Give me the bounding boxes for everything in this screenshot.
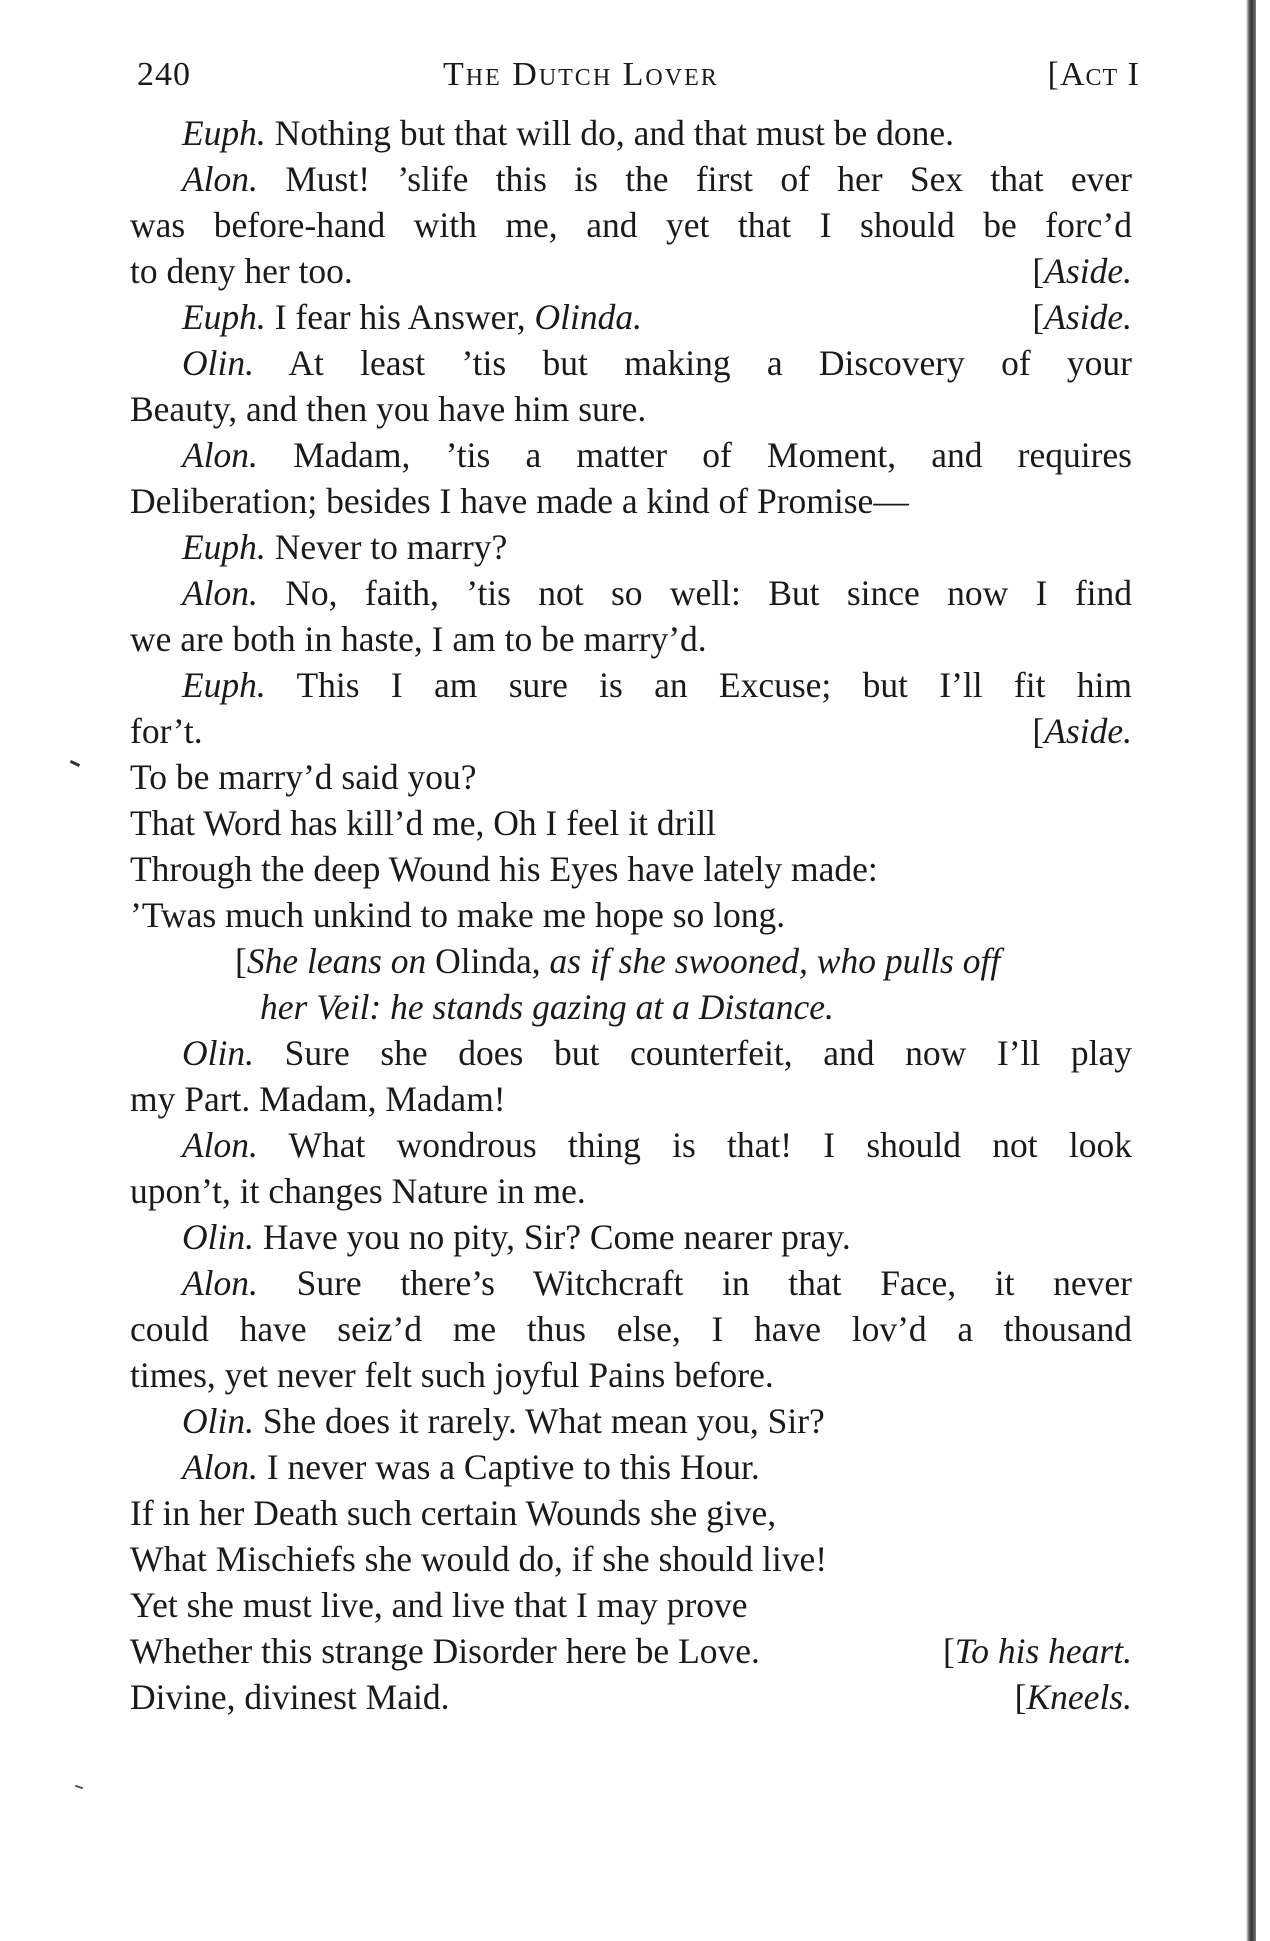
speech-text: Have you no pity, Sir? Come nearer pray. [262, 1217, 851, 1257]
verse-line: Whether this strange Disorder here be Love. [To his heart. [130, 1628, 1132, 1674]
speech-line [130, 708, 1132, 754]
speech-line [130, 248, 1132, 294]
speech-line [130, 478, 1132, 524]
speech-line [130, 1030, 1132, 1076]
speech-text: Beauty, and then you have him sure. [130, 389, 647, 429]
speech-text: This I am sure is an Excuse; but I’ll fit him [296, 665, 1132, 705]
verse-line: To be marry’d said you? [130, 757, 477, 797]
speech-line [130, 386, 1132, 432]
margin-mark [70, 760, 80, 767]
speech-text: Nothing but that will do, and that must be done. [274, 113, 955, 153]
speech-line [130, 1352, 1132, 1398]
speech-text: Must! ’slife this is the first of her Sex that ever [285, 159, 1132, 199]
speech-line [130, 202, 1132, 248]
act-marker: [Act I [1047, 56, 1140, 93]
speech-line [130, 616, 1132, 662]
speech-line [130, 1444, 1132, 1490]
speaker-name: Alon. [182, 1125, 258, 1165]
speech-line [130, 156, 1132, 202]
speech-line [130, 1076, 1132, 1122]
speech-line [130, 1306, 1132, 1352]
name-reference: Olinda. [534, 297, 643, 337]
speech-line [130, 110, 1132, 156]
speech-text: for’t. [130, 711, 203, 751]
stage-direction: [Aside. [1032, 251, 1132, 291]
speech-text: I never was a Captive to this Hour. [266, 1447, 760, 1487]
speaker-name: Euph. [182, 527, 266, 567]
speech-text: Never to marry? [274, 527, 508, 567]
speaker-name: Alon. [182, 159, 258, 199]
page-number: 240 [137, 56, 191, 93]
speech-line [130, 524, 1132, 570]
speech-line [130, 570, 1132, 616]
verse-line: That Word has kill’d me, Oh I feel it drill [130, 803, 717, 843]
running-title: The Dutch Lover [443, 56, 719, 93]
speech-line [130, 1214, 1132, 1260]
speech-line [130, 1398, 1132, 1444]
speaker-name: Olin. [182, 1217, 254, 1257]
speech-line [130, 1260, 1132, 1306]
speech-text: At least ’tis but making a Discovery of your [288, 343, 1132, 383]
speech-text: was before-hand with me, and yet that I should be forc’d [130, 205, 1132, 245]
speaker-name: Euph. [182, 665, 266, 705]
speaker-name: Olin. [182, 343, 254, 383]
stage-direction: [Aside. [1032, 297, 1132, 337]
speaker-name: Alon. [182, 435, 258, 475]
speech-text: I fear his Answer, [274, 297, 526, 337]
stage-direction: [Aside. [1032, 711, 1132, 751]
speaker-name: Euph. [182, 113, 266, 153]
speech-text: we are both in haste, I am to be marry’d. [130, 619, 707, 659]
speech-line [130, 340, 1132, 386]
speech-text: could have seiz’d me thus else, I have lov’d a thousand [130, 1309, 1132, 1349]
speech-text: She does it rarely. What mean you, Sir? [262, 1401, 825, 1441]
speech-text: No, faith, ’tis not so well: But since now I find [285, 573, 1132, 613]
running-header [137, 56, 1140, 106]
speech-line [130, 1168, 1132, 1214]
verse-line: What Mischiefs she would do, if she should live! [130, 1539, 828, 1579]
stage-direction-block: [She leans on Olinda, as if she swooned, who pulls off [235, 941, 1001, 981]
verse-line: If in her Death such certain Wounds she give, [130, 1493, 777, 1533]
character-name: Olinda, [435, 941, 541, 981]
speech-text: upon’t, it changes Nature in me. [130, 1171, 586, 1211]
verse-line: Divine, divinest Maid. [Kneels. [130, 1674, 1132, 1720]
speaker-name: Olin. [182, 1401, 254, 1441]
margin-mark [75, 1785, 83, 1790]
stage-direction-block: her Veil: he stands gazing at a Distance. [260, 987, 834, 1027]
speech-text: Sure there’s Witchcraft in that Face, it never [296, 1263, 1132, 1303]
speech-text: to deny her too. [130, 251, 353, 291]
stage-direction: [To his heart. [942, 1631, 1132, 1671]
speech-text: What wondrous thing is that! I should not look [288, 1125, 1132, 1165]
speech-line [130, 294, 1132, 340]
verse-line: Through the deep Wound his Eyes have lately made: [130, 849, 878, 889]
speaker-name: Alon. [182, 1447, 258, 1487]
speech-text: Sure she does but counterfeit, and now I’ll play [284, 1033, 1132, 1073]
speech-line [130, 1122, 1132, 1168]
speaker-name: Euph. [182, 297, 266, 337]
speaker-name: Alon. [182, 1263, 258, 1303]
speech-text: times, yet never felt such joyful Pains before. [130, 1355, 774, 1395]
speech-line [130, 662, 1132, 708]
page-binding-edge [1246, 0, 1256, 1941]
speech-line [130, 432, 1132, 478]
speech-text: Madam, ’tis a matter of Moment, and requires [293, 435, 1132, 475]
stage-direction: [Kneels. [1014, 1677, 1132, 1717]
verse-line: ’Twas much unkind to make me hope so long. [130, 895, 786, 935]
speech-text: my Part. Madam, Madam! [130, 1079, 506, 1119]
verse-line: Yet she must live, and live that I may prove [130, 1585, 748, 1625]
play-text [130, 110, 1132, 1720]
speech-text: Deliberation; besides I have made a kind of Promise— [130, 481, 909, 521]
speaker-name: Olin. [182, 1033, 254, 1073]
speaker-name: Alon. [182, 573, 258, 613]
